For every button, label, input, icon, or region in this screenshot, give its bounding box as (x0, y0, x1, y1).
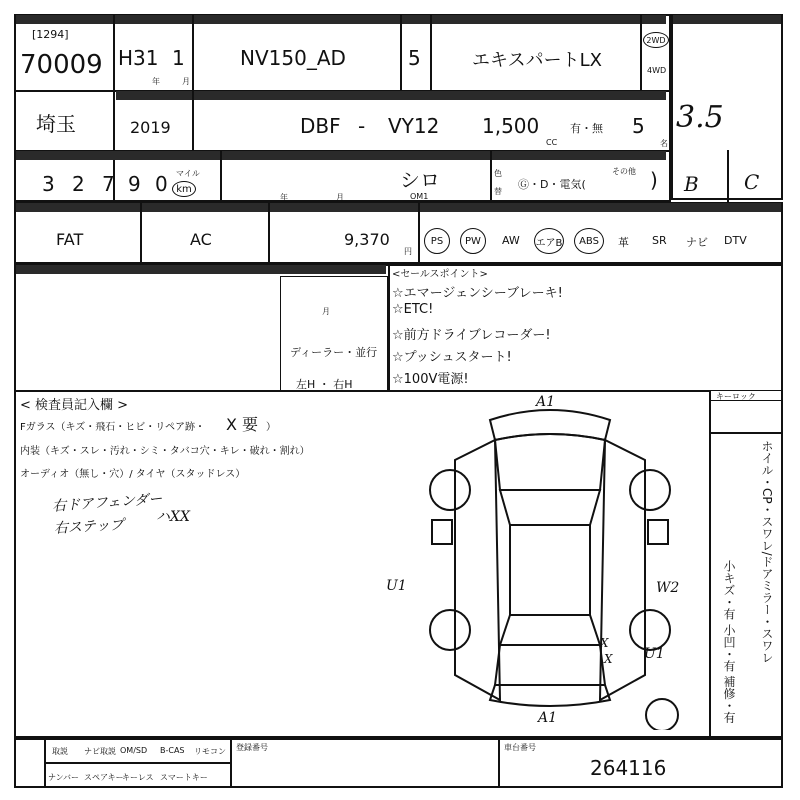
divider (400, 14, 402, 92)
lot-number: 70009 (20, 50, 103, 80)
equip-airbag: エアB (534, 228, 564, 254)
equip-navi: ナビ (686, 236, 708, 249)
glass-close: ） (266, 422, 276, 433)
divider (44, 762, 230, 764)
inspector-title: < 検査員記入欄 > (20, 398, 129, 413)
side-note: ホイル・CP・スワレ/ドアミラー・スワレ (760, 440, 774, 664)
car-left-side (455, 440, 500, 700)
year-month: 1 (172, 46, 185, 70)
handwritten-note: ハXX (156, 509, 190, 525)
left-mark: U1 (386, 578, 407, 594)
footer-label: リモコン (194, 747, 226, 756)
divider (192, 14, 194, 92)
color-sub: 替 (494, 187, 502, 196)
drive-4wd: 4WD (647, 66, 667, 75)
capacity-unit: 名 (660, 139, 668, 148)
prefix-dash: - (358, 114, 366, 138)
interior-grade: B (684, 172, 699, 196)
car-rear-bumper (490, 685, 610, 706)
wheel-rear-right (630, 610, 670, 650)
capacity: 5 (632, 114, 645, 138)
divider (498, 738, 500, 788)
equip-aw: AW (502, 234, 520, 247)
exterior-grade: C (744, 170, 760, 194)
x-mark: X (604, 652, 613, 666)
mileage-unit-mile: マイル (176, 169, 200, 178)
car-trunk (495, 645, 605, 685)
divider (230, 738, 232, 788)
car-hood (495, 434, 605, 490)
lot-code: [1294] (32, 28, 69, 41)
middle-header-bar (16, 265, 386, 274)
spare-circle (646, 699, 678, 730)
divider (640, 14, 642, 92)
footer-label: ナンバー (48, 773, 80, 782)
footer-label: スペアキー (84, 773, 124, 782)
mileage-digit: 2 (72, 172, 85, 196)
divider (140, 202, 142, 264)
drive-2wd: 2WD (643, 32, 669, 48)
glass-mark: X 要 (226, 415, 259, 434)
car-rear-window (500, 615, 600, 645)
car-windshield (500, 490, 600, 525)
sale-point-line: ☆100V電源! (392, 372, 469, 387)
footer-label: 取説 (52, 747, 68, 756)
equip-dtv: DTV (724, 234, 747, 247)
handwritten-note: 右ドアフェンダー (51, 491, 163, 515)
key-lock-label: キーロック (716, 392, 756, 401)
mileage-digit: 9 (128, 172, 141, 196)
footer-label: B-CAS (160, 746, 185, 755)
third-header-bar (16, 151, 666, 160)
divider (220, 150, 222, 202)
chassis-label: 車台番号 (504, 743, 536, 752)
mileage-digit: 3 (42, 172, 55, 196)
second-header-bar (116, 91, 666, 100)
equip-pw: PW (460, 228, 486, 254)
sale-point-line: ☆エマージェンシーブレーキ! (392, 286, 563, 301)
footer-label: スマートキー (160, 773, 208, 782)
steering-label: 左H ・ 右H (296, 378, 353, 391)
color-label: 色 (494, 169, 502, 178)
model-name: NV150_AD (240, 46, 346, 70)
inspection-month-label: 月 (336, 193, 344, 202)
divider (418, 202, 420, 264)
divider (192, 90, 194, 152)
doors: 5 (408, 46, 421, 70)
fuel-text: Ⓖ・D・電気( (518, 178, 586, 191)
price-unit: 円 (404, 247, 412, 256)
cc-unit: CC (546, 138, 558, 147)
interior-line: 内装（キズ・スレ・汚れ・シミ・タバコ穴・キレ・破れ・割れ） (20, 446, 310, 457)
model-code: VY12 (388, 114, 440, 138)
region: 埼玉 (36, 112, 76, 136)
sale-points-title: <セールスポイント> (392, 269, 488, 280)
equipment-header-bar (16, 203, 781, 212)
divider (388, 264, 390, 392)
year-era: H31 (118, 46, 159, 70)
right-mark: W2 (656, 580, 680, 596)
rear-right-mark: U1 (644, 646, 665, 662)
sale-point-line: ☆前方ドライブレコーダー! (392, 328, 551, 343)
score-header-bar (673, 15, 781, 24)
color-code: OM1 (410, 192, 429, 201)
glass-line: Fガラス（キズ・飛石・ヒビ・リペア跡・ (20, 422, 206, 433)
equip-abs: ABS (574, 228, 604, 254)
left-mirror (432, 520, 452, 544)
car-diagram (400, 400, 700, 730)
year-western: 2019 (130, 118, 171, 137)
dealer-label: ディーラー・並行 (290, 346, 378, 359)
year-mark: 年 (152, 77, 160, 86)
sale-point-line: ☆ETC! (392, 302, 434, 317)
price-value: 9,370 (344, 230, 390, 249)
divider (44, 738, 46, 788)
divider (727, 150, 729, 202)
history-month: 月 (322, 307, 330, 316)
divider (490, 150, 492, 202)
air-conditioning: AC (190, 230, 212, 249)
footer-label: OM/SD (120, 746, 148, 755)
score-value: 3.5 (676, 100, 724, 135)
mileage-unit-km: km (172, 181, 196, 197)
wheel-rear-left (430, 610, 470, 650)
reg-label: 登録番号 (236, 743, 268, 752)
footer-label: ナビ取説 (84, 747, 116, 756)
displacement: 1,500 (482, 114, 540, 138)
footer-label: キーレス (122, 773, 154, 782)
x-mark: X (600, 636, 609, 650)
equip-leather: 革 (618, 236, 629, 249)
handwritten-note: 右ステップ (53, 517, 125, 537)
wheel-front-right (630, 470, 670, 510)
fuel-close: ) (650, 168, 658, 192)
audio-line: オーディオ（無し・穴）/ タイヤ（スタッドレス） (20, 469, 246, 480)
chassis-number: 264116 (590, 756, 667, 780)
sale-point-line: ☆プッシュスタート! (392, 350, 512, 365)
car-front-bumper (490, 410, 610, 440)
wheel-front-left (430, 470, 470, 510)
divider (709, 390, 711, 738)
divider (430, 14, 432, 92)
grade: エキスパートLX (472, 50, 602, 71)
equip-sunroof: SR (652, 234, 667, 247)
fuel-other: その他 (612, 167, 636, 176)
inspection-year-label: 年 (280, 193, 288, 202)
prefix-code: DBF (300, 114, 341, 138)
car-roof (510, 525, 590, 615)
rear-mark: A1 (538, 710, 558, 726)
front-mark: A1 (536, 394, 556, 410)
divider (268, 202, 270, 264)
month-mark: 月 (182, 77, 190, 86)
equip-ps: PS (424, 228, 450, 254)
mileage-digit: 0 (155, 172, 168, 196)
color-name: シロ (400, 168, 440, 192)
history-box (280, 276, 388, 392)
divider (709, 432, 783, 434)
transmission: FAT (56, 230, 84, 249)
right-mirror (648, 520, 668, 544)
side-note: 小キズ・有 小凹・有 補修・有 (722, 560, 736, 724)
option-text: 有・無 (570, 122, 603, 135)
mileage-digit: 7 (102, 172, 115, 196)
